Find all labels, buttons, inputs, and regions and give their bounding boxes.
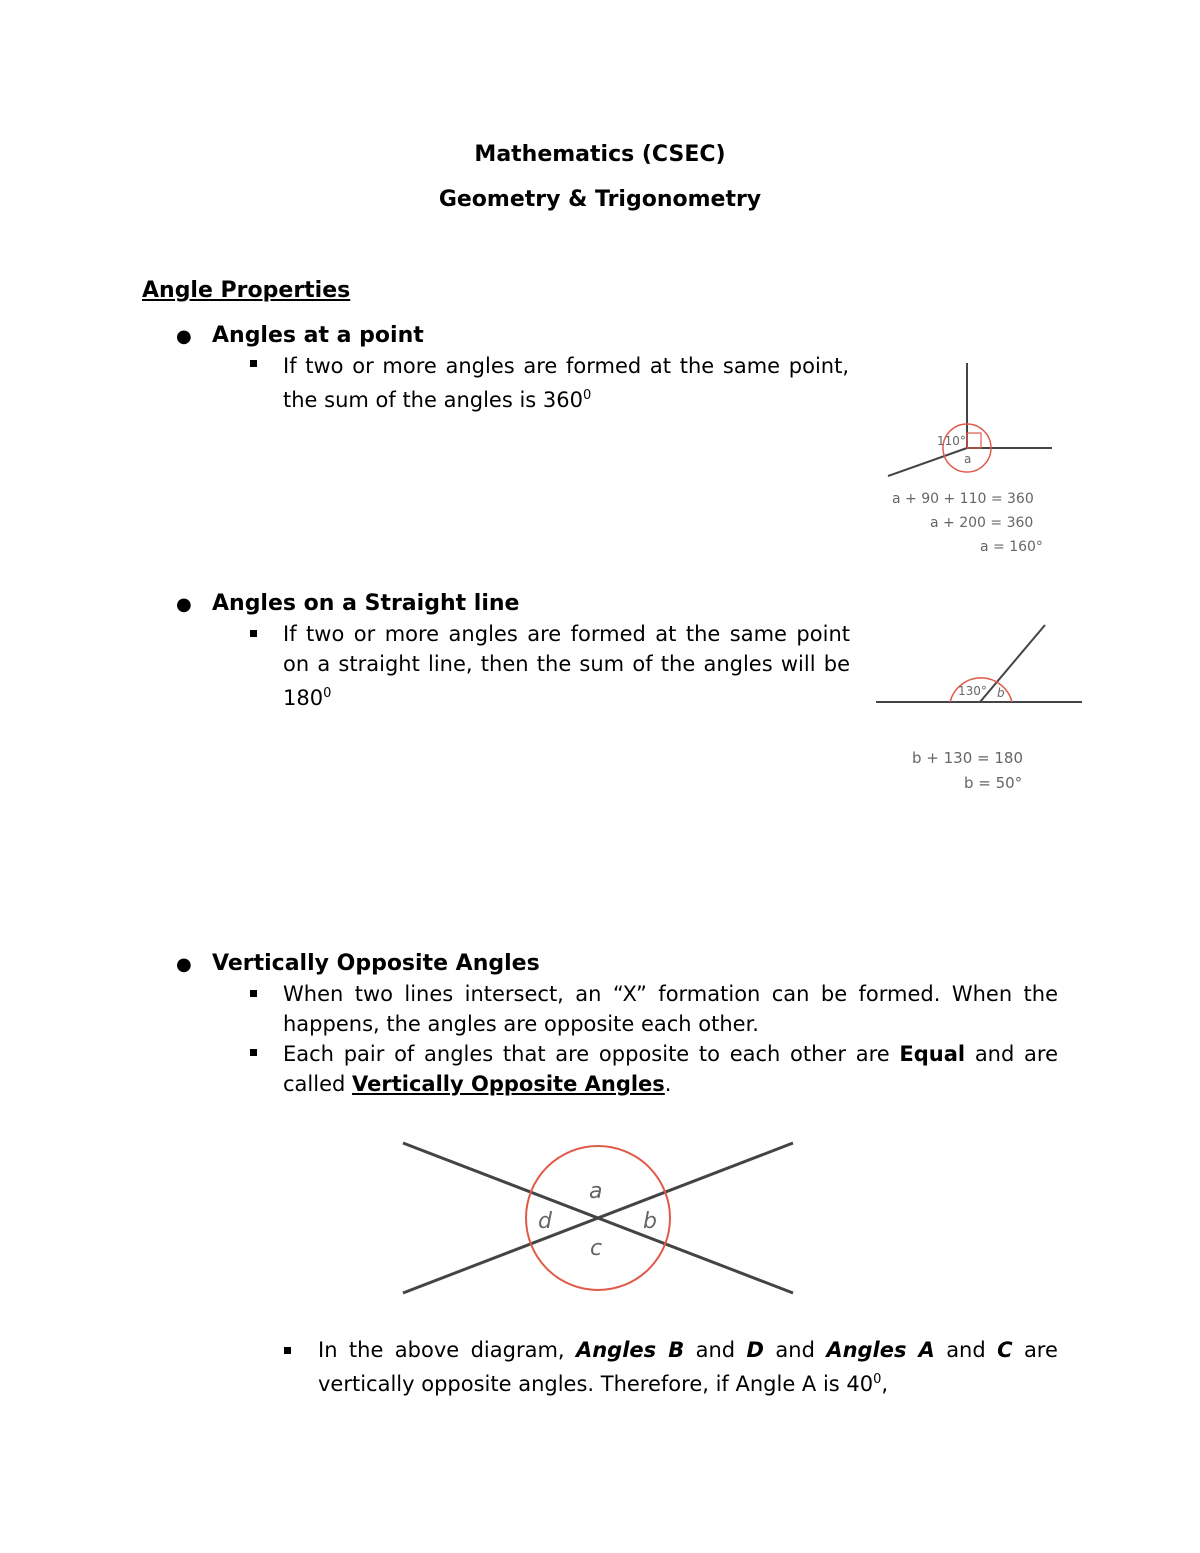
angle-b-label: b — [643, 1209, 657, 1234]
equation-line-1: a + 90 + 110 = 360 — [892, 491, 1034, 507]
vertically-opposite-diagram — [395, 1135, 805, 1305]
bullet-dot: ● — [176, 594, 192, 615]
document-title: Mathematics (CSEC) — [474, 142, 726, 167]
item-text-straight-line: If two or more angles are formed at the same point on a straight line, then the sum of the angles will be $180^0$ — [283, 622, 850, 710]
angle-c-label: c — [590, 1236, 603, 1261]
straight-line-diagram — [870, 615, 1090, 800]
square-bullet — [250, 990, 257, 997]
bullet-dot: ● — [176, 326, 192, 347]
angle-b-label: b — [997, 686, 1005, 700]
angle-d-label: d — [538, 1209, 552, 1234]
angle-a-label: a — [964, 452, 972, 466]
item-heading-straight-line: Angles on a Straight line — [212, 591, 520, 616]
square-bullet — [250, 1049, 257, 1056]
angle-a-label: a — [589, 1179, 603, 1204]
item-text-angles-at-point: If two or more angles are formed at the same point, the sum of the angles is $360^0$ — [283, 354, 849, 412]
item-heading-angles-at-point: Angles at a point — [212, 323, 424, 348]
equation-line-1: b + 130 = 180 — [912, 749, 1023, 767]
item-heading-vertically-opposite: Vertically Opposite Angles — [212, 951, 540, 976]
angle-130-label: 130° — [958, 684, 987, 698]
square-bullet — [250, 360, 257, 367]
item-text-vertically-opposite-2: Each pair of angles that are opposite to each other are Equal and are called Vertically Opposite Angles. — [283, 1042, 1058, 1096]
angles-at-point-diagram — [880, 355, 1060, 565]
square-bullet — [250, 630, 257, 637]
item-text-vertically-opposite-1: When two lines intersect, an “X” formation can be formed. When the happens, the angles are opposite each other. — [283, 982, 1058, 1036]
item-text-diagram-explanation: In the above diagram, Angles B and D and Angles A and C are vertically opposite angles. Therefore, if Angle A is $40^0$, — [318, 1338, 1058, 1396]
angle-110-label: 110° — [937, 434, 966, 448]
equation-line-2: b = 50° — [964, 774, 1023, 792]
section-heading: Angle Properties — [142, 278, 351, 303]
document-subtitle: Geometry & Trigonometry — [438, 187, 762, 212]
equation-line-2: a + 200 = 360 — [930, 515, 1034, 531]
equation-line-3: a = 160° — [980, 539, 1043, 555]
square-bullet — [284, 1347, 291, 1354]
bullet-dot: ● — [176, 954, 192, 975]
